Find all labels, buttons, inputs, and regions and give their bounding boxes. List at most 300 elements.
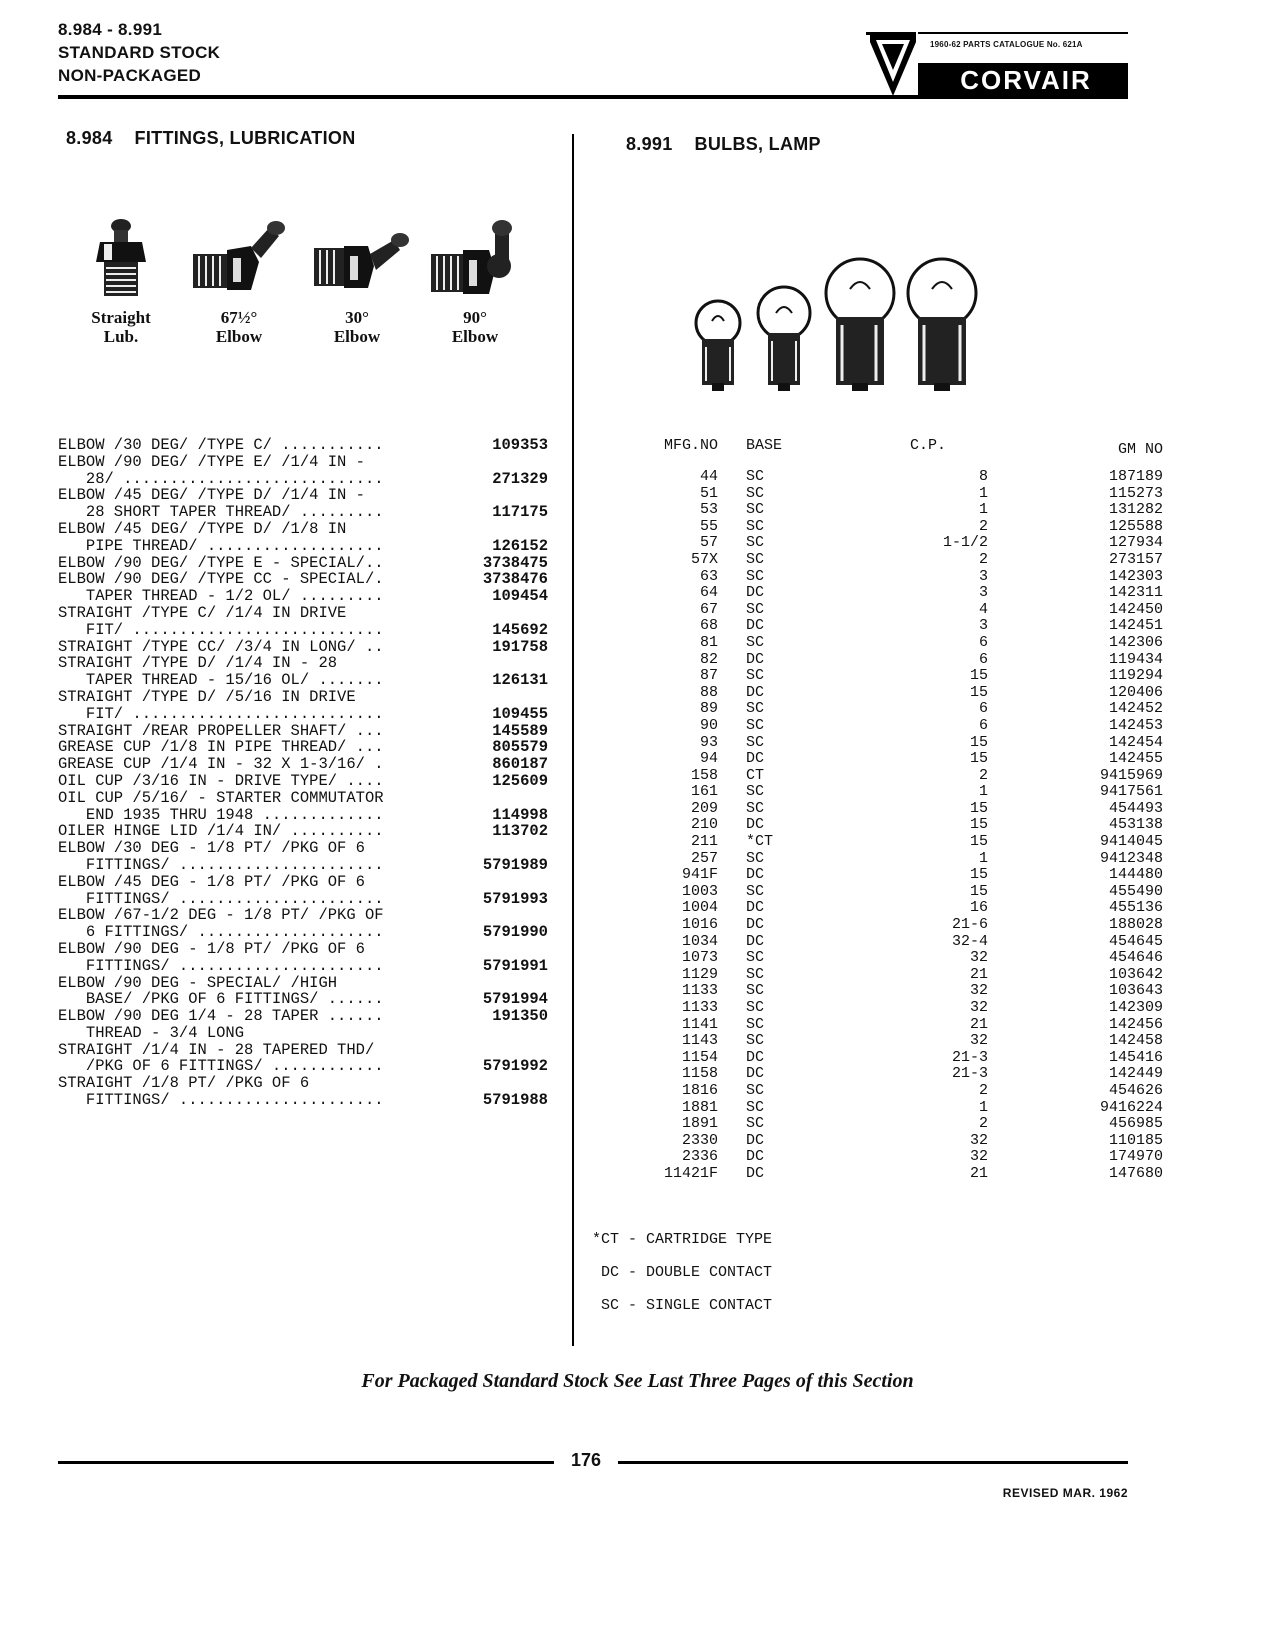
bulb-mfg-no: 1133	[681, 982, 718, 1000]
part-row	[58, 723, 548, 740]
part-description: FIT/ ...........................	[58, 704, 384, 723]
part-number: 145692	[492, 620, 548, 639]
bulb-mfg-no: 1881	[681, 1098, 718, 1116]
bulb-cp: 15	[969, 882, 988, 900]
part-row	[58, 840, 548, 857]
bulb-gm-no: 103642	[1108, 965, 1163, 983]
bulb-gm-no: 273157	[1108, 550, 1163, 568]
bulb-base: SC	[746, 799, 765, 817]
bulb-base: SC	[746, 716, 765, 734]
bulb-base: DC	[746, 866, 765, 884]
bulb-row	[600, 934, 1163, 951]
part-row	[58, 1008, 548, 1025]
part-row	[58, 639, 548, 656]
bulb-gm-no: 103643	[1108, 982, 1163, 1000]
bulb-gm-no: 131282	[1108, 501, 1163, 519]
bulb-cp: 15	[969, 750, 988, 768]
section-name: BULBS, LAMP	[694, 134, 821, 154]
bulb-mfg-no: 161	[690, 783, 718, 801]
part-description: ELBOW /90 DEG - SPECIAL/ /HIGH	[58, 973, 338, 992]
part-row	[58, 622, 548, 639]
bulb-cp: 1	[978, 501, 988, 519]
part-row	[58, 907, 548, 924]
part-row	[58, 521, 548, 538]
bulb-base: SC	[746, 965, 765, 983]
bulb-gm-no: 147680	[1108, 1164, 1163, 1182]
bulb-gm-no: 142449	[1108, 1065, 1163, 1083]
fitting-straight	[66, 218, 176, 346]
bulb-large-icon	[826, 259, 894, 391]
bulb-row	[600, 884, 1163, 901]
bulb-cp: 6	[978, 650, 988, 668]
bulb-cp: 6	[978, 633, 988, 651]
bulb-cp: 21	[969, 965, 988, 983]
bulb-cp: 1	[978, 849, 988, 867]
bulbs-table-header	[600, 438, 1163, 469]
bulb-base: SC	[746, 468, 765, 485]
bulb-cp: 32	[969, 999, 988, 1016]
fitting-caption: 90° Elbow	[451, 308, 499, 346]
part-description: ELBOW /30 DEG - 1/8 PT/ /PKG OF 6	[58, 839, 365, 858]
bulb-cp: 3	[978, 617, 988, 635]
bulbs-table	[600, 438, 1163, 1183]
fitting-elbow-90	[420, 218, 530, 346]
part-number: 117175	[492, 503, 548, 522]
lamp-bulbs-illustration	[690, 255, 1010, 395]
bulb-cp: 32-4	[951, 932, 988, 950]
bulb-cp: 2	[978, 1081, 988, 1099]
bulb-row	[600, 1033, 1163, 1050]
part-description: ELBOW /45 DEG - 1/8 PT/ /PKG OF 6	[58, 872, 365, 891]
bulb-cp: 32	[969, 1032, 988, 1050]
part-row	[58, 874, 548, 891]
part-description: TAPER THREAD - 1/2 OL/ .........	[58, 587, 384, 606]
bulb-mfg-no: 1143	[681, 1032, 718, 1050]
bulb-gm-no: 9416224	[1099, 1098, 1163, 1116]
part-row	[58, 807, 548, 824]
bulb-mfg-no: 1141	[681, 1015, 718, 1033]
bulb-row	[600, 784, 1163, 801]
part-number: 5791992	[482, 1057, 548, 1076]
bulb-gm-no: 454626	[1108, 1081, 1163, 1099]
part-row	[58, 487, 548, 504]
bulb-mfg-no: 63	[699, 567, 718, 585]
bulb-gm-no: 454493	[1108, 799, 1163, 817]
part-row	[58, 1092, 548, 1109]
bulb-mfg-no: 53	[699, 501, 718, 519]
fittings-parts-list	[58, 437, 548, 1109]
bulb-cp: 21-3	[951, 1048, 988, 1066]
part-description: ELBOW /90 DEG/ /TYPE CC - SPECIAL/.	[58, 570, 384, 589]
bulb-base: SC	[746, 600, 765, 618]
bulb-cp: 1	[978, 1098, 988, 1116]
part-number: 860187	[492, 755, 548, 774]
part-description: STRAIGHT /TYPE D/ /1/4 IN - 28	[58, 654, 338, 673]
brand-name: CORVAIR	[960, 65, 1092, 95]
bulb-row	[600, 751, 1163, 768]
bulb-row	[600, 618, 1163, 635]
bulb-row	[600, 569, 1163, 586]
bulb-gm-no: 9417561	[1099, 783, 1163, 801]
part-row	[58, 1075, 548, 1092]
part-row	[58, 605, 548, 622]
bulb-mfg-no: 1133	[681, 999, 718, 1016]
bulb-gm-no: 142303	[1108, 567, 1163, 585]
bulb-mfg-no: 257	[690, 849, 718, 867]
section-number: 8.991	[626, 134, 673, 154]
bulb-gm-no: 456985	[1108, 1115, 1163, 1133]
fitting-caption: 67½° Elbow	[215, 308, 263, 346]
section-title-bulbs	[626, 134, 821, 155]
bulb-cp: 21-3	[951, 1065, 988, 1083]
part-description: STRAIGHT /1/8 PT/ /PKG OF 6	[58, 1074, 310, 1093]
bulb-row	[600, 900, 1163, 917]
part-description: STRAIGHT /TYPE D/ /5/16 IN DRIVE	[58, 687, 356, 706]
part-number: 3738476	[482, 570, 548, 589]
bulb-gm-no: 142455	[1108, 750, 1163, 768]
part-description: FITTINGS/ ......................	[58, 889, 384, 908]
part-row	[58, 538, 548, 555]
part-row	[58, 924, 548, 941]
bulb-mfg-no: 2336	[681, 1148, 718, 1166]
bulb-base: *CT	[746, 833, 774, 851]
bulb-base: DC	[746, 750, 765, 768]
part-number: 5791990	[482, 923, 548, 942]
part-description: ELBOW /90 DEG - 1/8 PT/ /PKG OF 6	[58, 939, 365, 958]
part-description: GREASE CUP /1/8 IN PIPE THREAD/ ...	[58, 738, 384, 757]
revised-date: REVISED MAR. 1962	[1002, 1486, 1128, 1500]
bulb-gm-no: 454645	[1108, 932, 1163, 950]
bulb-cp: 16	[969, 899, 988, 917]
bulb-base: DC	[746, 816, 765, 834]
part-description: STRAIGHT /TYPE CC/ /3/4 IN LONG/ ..	[58, 637, 384, 656]
bulb-row	[600, 1000, 1163, 1017]
part-description: ELBOW /90 DEG/ /TYPE E/ /1/4 IN -	[58, 452, 365, 471]
part-number: 125609	[492, 771, 548, 790]
header-range: 8.984 - 8.991	[58, 20, 163, 39]
bulb-mfg-no: 11421F	[663, 1164, 718, 1182]
bulb-cp: 15	[969, 667, 988, 685]
part-row	[58, 588, 548, 605]
bulb-large-icon	[908, 259, 976, 391]
part-number: 126131	[492, 671, 548, 690]
fitting-elbow-30	[302, 218, 412, 346]
bulb-gm-no: 119434	[1108, 650, 1163, 668]
bulb-base: SC	[746, 534, 765, 552]
bulb-mfg-no: 67	[699, 600, 718, 618]
bulb-base: SC	[746, 567, 765, 585]
header-rule	[58, 95, 1128, 99]
bulb-base: DC	[746, 899, 765, 917]
bulb-base: DC	[746, 650, 765, 668]
part-row	[58, 454, 548, 471]
part-row	[58, 756, 548, 773]
bulb-base: SC	[746, 550, 765, 568]
bulb-base: SC	[746, 1015, 765, 1033]
part-description: FITTINGS/ ......................	[58, 855, 384, 874]
part-row	[58, 941, 548, 958]
part-number: 109353	[492, 436, 548, 454]
page-number: 176	[570, 1450, 602, 1470]
bulb-cp: 32	[969, 1148, 988, 1166]
part-description: 28/ ............................	[58, 469, 384, 488]
part-description: FITTINGS/ ......................	[58, 1091, 384, 1110]
bulb-cp: 15	[969, 733, 988, 751]
part-description: END 1935 THRU 1948 .............	[58, 805, 384, 824]
part-row	[58, 1042, 548, 1059]
bulb-mfg-no: 1158	[681, 1065, 718, 1083]
bulb-base: SC	[746, 667, 765, 685]
bulb-row	[600, 983, 1163, 1000]
bulb-mfg-no: 1129	[681, 965, 718, 983]
bulb-gm-no: 142454	[1108, 733, 1163, 751]
part-description: STRAIGHT /REAR PROPELLER SHAFT/ ...	[58, 721, 384, 740]
bulb-row	[600, 867, 1163, 884]
bulb-mfg-no: 44	[699, 468, 718, 485]
part-row	[58, 504, 548, 521]
bulb-base: DC	[746, 1148, 765, 1166]
bulb-row	[600, 1066, 1163, 1083]
part-row	[58, 975, 548, 992]
header-line-3: NON-PACKAGED	[58, 66, 202, 85]
elbow-90-fitting-icon	[425, 218, 525, 298]
part-row	[58, 437, 548, 454]
part-number: 114998	[492, 805, 548, 824]
bulb-base: SC	[746, 949, 765, 967]
part-description: STRAIGHT /TYPE C/ /1/4 IN DRIVE	[58, 603, 347, 622]
part-description: 6 FITTINGS/ ....................	[58, 923, 384, 942]
part-number: 145589	[492, 721, 548, 740]
bulb-base: DC	[746, 916, 765, 934]
part-row	[58, 823, 548, 840]
part-number: 271329	[492, 469, 548, 488]
col-base: BASE	[746, 437, 783, 454]
bulb-row	[600, 1116, 1163, 1133]
bulb-row	[600, 469, 1163, 486]
bulb-gm-no: 142306	[1108, 633, 1163, 651]
bulb-base: DC	[746, 1164, 765, 1182]
bulb-gm-no: 142456	[1108, 1015, 1163, 1033]
bulb-row	[600, 917, 1163, 934]
bulb-row	[600, 652, 1163, 669]
bulb-cp: 6	[978, 716, 988, 734]
part-description: ELBOW /67-1/2 DEG - 1/8 PT/ /PKG OF	[58, 906, 384, 925]
legend-sc: SC - SINGLE CONTACT	[592, 1297, 773, 1314]
section-title-fittings	[66, 128, 356, 149]
bulb-row	[600, 1050, 1163, 1067]
bulb-mfg-no: 1073	[681, 949, 718, 967]
bulb-mfg-no: 1034	[681, 932, 718, 950]
bulb-gm-no: 127934	[1108, 534, 1163, 552]
bulb-mfg-no: 57X	[690, 550, 718, 568]
legend-ct: *CT - CARTRIDGE TYPE	[592, 1231, 773, 1248]
bulb-base: DC	[746, 1131, 765, 1149]
part-description: ELBOW /30 DEG/ /TYPE C/ ...........	[58, 436, 384, 454]
bulb-base: SC	[746, 1081, 765, 1099]
header-line-2: STANDARD STOCK	[58, 43, 221, 62]
part-row	[58, 790, 548, 807]
part-number: 5791993	[482, 889, 548, 908]
bulb-base: SC	[746, 517, 765, 535]
part-description: OILER HINGE LID /1/4 IN/ ..........	[58, 822, 384, 841]
bulb-row	[600, 817, 1163, 834]
bulb-mfg-no: 211	[690, 833, 718, 851]
part-description: TAPER THREAD - 15/16 OL/ .......	[58, 671, 384, 690]
bulb-gm-no: 142453	[1108, 716, 1163, 734]
bulb-gm-no: 142451	[1108, 617, 1163, 635]
part-row	[58, 672, 548, 689]
bulb-base: SC	[746, 733, 765, 751]
part-row	[58, 991, 548, 1008]
part-row	[58, 958, 548, 975]
bulb-cp: 21	[969, 1164, 988, 1182]
bulb-cp: 15	[969, 833, 988, 851]
bulb-base: DC	[746, 1065, 765, 1083]
part-number: 5791989	[482, 855, 548, 874]
bulb-base: SC	[746, 1115, 765, 1133]
bulb-row	[600, 685, 1163, 702]
section-name: FITTINGS, LUBRICATION	[134, 128, 356, 148]
chevron-crest-icon	[868, 32, 918, 98]
footer-rule-left	[58, 1461, 554, 1464]
bulb-gm-no: 455490	[1108, 882, 1163, 900]
bulb-mfg-no: 1004	[681, 899, 718, 917]
bulb-mfg-no: 1003	[681, 882, 718, 900]
part-number: 191758	[492, 637, 548, 656]
bulb-mfg-no: 93	[699, 733, 718, 751]
bulb-gm-no: 9414045	[1099, 833, 1163, 851]
catalogue-label: 1960-62 PARTS CATALOGUE No. 621A	[930, 40, 1083, 49]
bulb-gm-no: 454646	[1108, 949, 1163, 967]
bulb-base: SC	[746, 999, 765, 1016]
bulb-row	[600, 1133, 1163, 1150]
bulb-cp: 1	[978, 783, 988, 801]
bulb-row	[600, 486, 1163, 503]
bulb-gm-no: 188028	[1108, 916, 1163, 934]
bulb-gm-no: 125588	[1108, 517, 1163, 535]
bulb-row	[600, 602, 1163, 619]
bulbs-table-body	[600, 469, 1163, 1183]
bulb-mfg-no: 1816	[681, 1081, 718, 1099]
bulb-gm-no: 455136	[1108, 899, 1163, 917]
bulb-mfg-no: 82	[699, 650, 718, 668]
part-description: STRAIGHT /1/4 IN - 28 TAPERED THD/	[58, 1040, 375, 1059]
bulb-mfg-no: 1016	[681, 916, 718, 934]
bulb-row	[600, 1100, 1163, 1117]
footer-rule-right	[618, 1461, 1128, 1464]
bulb-mfg-no: 209	[690, 799, 718, 817]
bulb-base: SC	[746, 700, 765, 718]
bulb-row	[600, 585, 1163, 602]
bulb-gm-no: 142452	[1108, 700, 1163, 718]
bulb-base: SC	[746, 501, 765, 519]
bulb-row	[600, 967, 1163, 984]
part-description: OIL CUP /5/16/ - STARTER COMMUTATOR	[58, 788, 384, 807]
straight-fitting-icon	[86, 218, 156, 298]
part-description: ELBOW /90 DEG/ /TYPE E - SPECIAL/..	[58, 553, 384, 572]
base-legend	[592, 1223, 772, 1322]
bulb-cp: 32	[969, 949, 988, 967]
bulb-row	[600, 718, 1163, 735]
bulb-base: CT	[746, 766, 765, 784]
part-row	[58, 739, 548, 756]
part-description: ELBOW /45 DEG/ /TYPE D/ /1/8 IN	[58, 519, 347, 538]
bulb-gm-no: 119294	[1108, 667, 1163, 685]
bulb-gm-no: 187189	[1108, 468, 1163, 485]
bulb-mfg-no: 51	[699, 484, 718, 502]
bulb-row	[600, 635, 1163, 652]
bulb-base: DC	[746, 617, 765, 635]
bulb-cp: 2	[978, 1115, 988, 1133]
part-number: 805579	[492, 738, 548, 757]
part-row	[58, 571, 548, 588]
part-description: /PKG OF 6 FITTINGS/ ............	[58, 1057, 384, 1076]
bulb-mfg-no: 88	[699, 683, 718, 701]
bulb-cp: 3	[978, 584, 988, 602]
packaged-stock-note: For Packaged Standard Stock See Last Three Pages of this Section	[361, 1370, 914, 1392]
part-number: 109455	[492, 704, 548, 723]
bulb-cp: 32	[969, 982, 988, 1000]
part-number: 191350	[492, 1007, 548, 1026]
bulb-base: SC	[746, 1098, 765, 1116]
part-number: 3738475	[482, 553, 548, 572]
bulb-mfg-no: 1154	[681, 1048, 718, 1066]
part-number: 5791991	[482, 956, 548, 975]
bulb-row	[600, 834, 1163, 851]
bulb-base: SC	[746, 849, 765, 867]
bulb-base: DC	[746, 584, 765, 602]
fitting-caption: Straight Lub.	[91, 308, 151, 346]
bulb-base: SC	[746, 1032, 765, 1050]
part-row	[58, 773, 548, 790]
part-row	[58, 555, 548, 572]
bulb-base: SC	[746, 982, 765, 1000]
bulb-row	[600, 735, 1163, 752]
bulb-gm-no: 174970	[1108, 1148, 1163, 1166]
part-row	[58, 891, 548, 908]
bulb-cp: 1	[978, 484, 988, 502]
bulb-row	[600, 552, 1163, 569]
bulb-row	[600, 519, 1163, 536]
bulb-mfg-no: 210	[690, 816, 718, 834]
part-description: OIL CUP /3/16 IN - DRIVE TYPE/ ....	[58, 771, 384, 790]
bulb-cp: 8	[978, 468, 988, 485]
bulb-gm-no: 145416	[1108, 1048, 1163, 1066]
part-description: ELBOW /45 DEG/ /TYPE D/ /1/4 IN -	[58, 486, 365, 505]
bulb-cp: 2	[978, 550, 988, 568]
part-row	[58, 857, 548, 874]
bulb-row	[600, 801, 1163, 818]
part-row	[58, 1025, 548, 1042]
bulb-cp: 21	[969, 1015, 988, 1033]
bulb-mfg-no: 89	[699, 700, 718, 718]
bulb-mfg-no: 94	[699, 750, 718, 768]
bulb-gm-no: 115273	[1108, 484, 1163, 502]
bulb-gm-no: 142309	[1108, 999, 1163, 1016]
part-number: 5791994	[482, 990, 548, 1009]
bulb-base: SC	[746, 783, 765, 801]
bulb-row	[600, 851, 1163, 868]
part-row	[58, 471, 548, 488]
fitting-elbow-67	[184, 218, 294, 346]
page-header	[58, 18, 220, 87]
part-row	[58, 706, 548, 723]
part-description: ELBOW /90 DEG 1/4 - 28 TAPER ......	[58, 1007, 384, 1026]
part-number: 109454	[492, 587, 548, 606]
part-description: FIT/ ...........................	[58, 620, 384, 639]
bulb-cp: 4	[978, 600, 988, 618]
col-gm-no: GM NO	[1117, 441, 1163, 458]
